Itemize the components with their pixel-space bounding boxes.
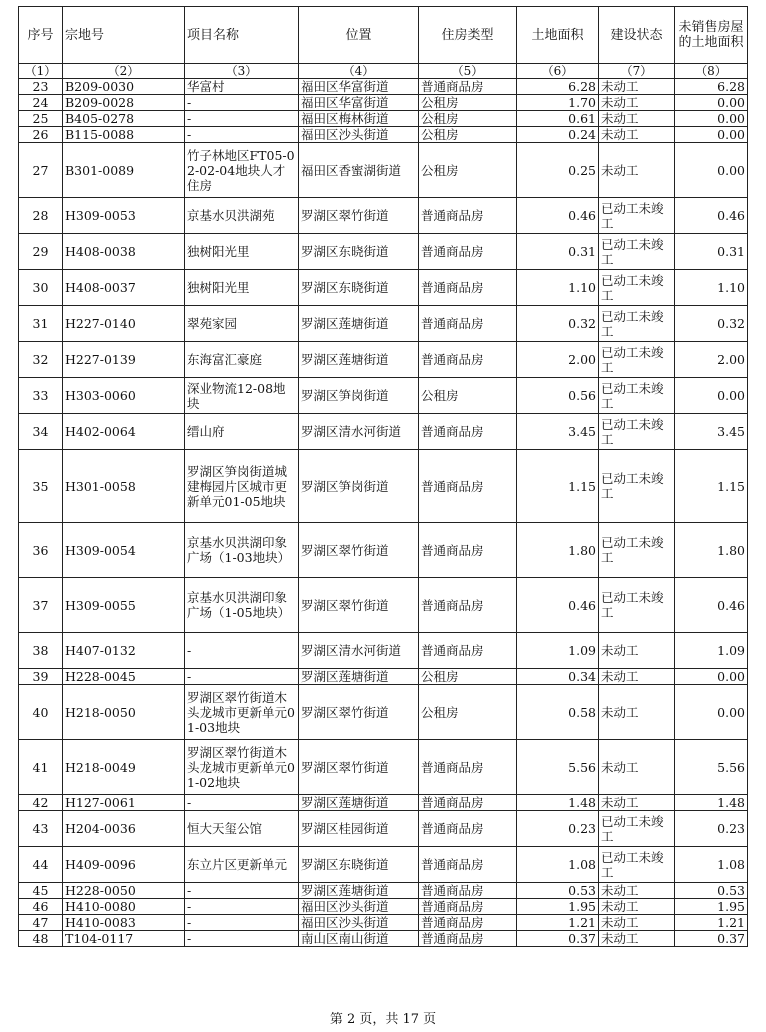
cell-status: 未动工 bbox=[599, 633, 675, 669]
cell-project-name: 京基水贝洪湖印象广场（1-05地块） bbox=[185, 578, 299, 633]
cell-location: 罗湖区翠竹街道 bbox=[299, 578, 419, 633]
table-row bbox=[19, 811, 748, 847]
cell-status: 未动工 bbox=[599, 669, 675, 685]
cell-land-area: 0.37 bbox=[517, 931, 599, 947]
cell-parcel-code: H218-0050 bbox=[63, 685, 185, 740]
cell-project-name: - bbox=[185, 669, 299, 685]
cell-unsold-area: 0.32 bbox=[675, 306, 748, 342]
cell-unsold-area: 1.48 bbox=[675, 795, 748, 811]
cell-land-area: 0.53 bbox=[517, 883, 599, 899]
cell-seq: 37 bbox=[19, 578, 63, 633]
cell-unsold-area: 2.00 bbox=[675, 342, 748, 378]
cell-housing-type: 普通商品房 bbox=[419, 915, 517, 931]
table-row bbox=[19, 899, 748, 915]
table-body bbox=[19, 79, 748, 947]
cell-status: 已动工未竣工 bbox=[599, 523, 675, 578]
cell-seq: 45 bbox=[19, 883, 63, 899]
table-row bbox=[19, 883, 748, 899]
cell-housing-type: 公租房 bbox=[419, 143, 517, 198]
cell-status: 未动工 bbox=[599, 143, 675, 198]
table-row bbox=[19, 306, 748, 342]
cell-unsold-area: 0.00 bbox=[675, 669, 748, 685]
cell-parcel-code: H410-0080 bbox=[63, 899, 185, 915]
cell-location: 罗湖区莲塘街道 bbox=[299, 306, 419, 342]
cell-status: 未动工 bbox=[599, 883, 675, 899]
table-row bbox=[19, 578, 748, 633]
cell-status: 未动工 bbox=[599, 915, 675, 931]
cell-parcel-code: B405-0278 bbox=[63, 111, 185, 127]
table-row bbox=[19, 234, 748, 270]
table-row bbox=[19, 795, 748, 811]
cell-seq: 24 bbox=[19, 95, 63, 111]
cell-status: 未动工 bbox=[599, 111, 675, 127]
table-row bbox=[19, 633, 748, 669]
column-number-row bbox=[19, 64, 748, 79]
cell-location: 福田区梅林街道 bbox=[299, 111, 419, 127]
cell-land-area: 6.28 bbox=[517, 79, 599, 95]
cell-project-name: - bbox=[185, 127, 299, 143]
cell-location: 南山区南山街道 bbox=[299, 931, 419, 947]
cell-parcel-code: H409-0096 bbox=[63, 847, 185, 883]
cell-land-area: 1.95 bbox=[517, 899, 599, 915]
cell-housing-type: 公租房 bbox=[419, 95, 517, 111]
cell-seq: 39 bbox=[19, 669, 63, 685]
header-row bbox=[19, 7, 748, 64]
cell-land-area: 0.46 bbox=[517, 198, 599, 234]
cell-housing-type: 普通商品房 bbox=[419, 234, 517, 270]
cell-status: 已动工未竣工 bbox=[599, 198, 675, 234]
cell-unsold-area: 1.95 bbox=[675, 899, 748, 915]
cell-location: 罗湖区笋岗街道 bbox=[299, 450, 419, 523]
cell-unsold-area: 1.15 bbox=[675, 450, 748, 523]
cell-parcel-code: H204-0036 bbox=[63, 811, 185, 847]
table-row bbox=[19, 342, 748, 378]
cell-seq: 23 bbox=[19, 79, 63, 95]
col-number: （5） bbox=[419, 64, 517, 79]
cell-project-name: - bbox=[185, 931, 299, 947]
header-code: 宗地号 bbox=[63, 7, 185, 64]
col-number: （8） bbox=[675, 64, 748, 79]
cell-status: 已动工未竣工 bbox=[599, 811, 675, 847]
cell-location: 罗湖区翠竹街道 bbox=[299, 685, 419, 740]
cell-project-name: - bbox=[185, 915, 299, 931]
cell-status: 已动工未竣工 bbox=[599, 378, 675, 414]
table-row bbox=[19, 378, 748, 414]
cell-location: 罗湖区东晓街道 bbox=[299, 234, 419, 270]
header-unsold-area: 未销售房屋的土地面积 bbox=[675, 7, 748, 64]
cell-housing-type: 普通商品房 bbox=[419, 883, 517, 899]
cell-location: 福田区香蜜湖街道 bbox=[299, 143, 419, 198]
cell-location: 罗湖区笋岗街道 bbox=[299, 378, 419, 414]
table-row bbox=[19, 740, 748, 795]
cell-location: 福田区华富街道 bbox=[299, 95, 419, 111]
cell-seq: 33 bbox=[19, 378, 63, 414]
cell-project-name: 京基水贝洪湖印象广场（1-03地块） bbox=[185, 523, 299, 578]
cell-project-name: 罗湖区笋岗街道城建梅园片区城市更新单元01-05地块 bbox=[185, 450, 299, 523]
header-seq: 序号 bbox=[19, 7, 63, 64]
cell-unsold-area: 1.21 bbox=[675, 915, 748, 931]
table-row bbox=[19, 915, 748, 931]
cell-status: 未动工 bbox=[599, 685, 675, 740]
cell-seq: 42 bbox=[19, 795, 63, 811]
cell-land-area: 0.46 bbox=[517, 578, 599, 633]
cell-unsold-area: 1.10 bbox=[675, 270, 748, 306]
col-number: （2） bbox=[63, 64, 185, 79]
col-number: （1） bbox=[19, 64, 63, 79]
cell-housing-type: 公租房 bbox=[419, 685, 517, 740]
cell-project-name: - bbox=[185, 883, 299, 899]
cell-housing-type: 普通商品房 bbox=[419, 306, 517, 342]
cell-housing-type: 普通商品房 bbox=[419, 270, 517, 306]
cell-seq: 38 bbox=[19, 633, 63, 669]
cell-project-name: - bbox=[185, 111, 299, 127]
table-row bbox=[19, 198, 748, 234]
cell-housing-type: 普通商品房 bbox=[419, 450, 517, 523]
cell-housing-type: 普通商品房 bbox=[419, 847, 517, 883]
cell-parcel-code: H127-0061 bbox=[63, 795, 185, 811]
cell-seq: 40 bbox=[19, 685, 63, 740]
header-location: 位置 bbox=[299, 7, 419, 64]
cell-parcel-code: B209-0028 bbox=[63, 95, 185, 111]
cell-unsold-area: 1.08 bbox=[675, 847, 748, 883]
cell-parcel-code: H309-0054 bbox=[63, 523, 185, 578]
cell-seq: 44 bbox=[19, 847, 63, 883]
cell-parcel-code: H303-0060 bbox=[63, 378, 185, 414]
cell-land-area: 0.31 bbox=[517, 234, 599, 270]
cell-status: 已动工未竣工 bbox=[599, 578, 675, 633]
cell-unsold-area: 0.53 bbox=[675, 883, 748, 899]
cell-status: 未动工 bbox=[599, 95, 675, 111]
table-row bbox=[19, 450, 748, 523]
cell-housing-type: 普通商品房 bbox=[419, 899, 517, 915]
cell-seq: 27 bbox=[19, 143, 63, 198]
table-row bbox=[19, 270, 748, 306]
cell-land-area: 0.58 bbox=[517, 685, 599, 740]
cell-housing-type: 普通商品房 bbox=[419, 740, 517, 795]
cell-status: 已动工未竣工 bbox=[599, 847, 675, 883]
cell-status: 已动工未竣工 bbox=[599, 306, 675, 342]
cell-parcel-code: B115-0088 bbox=[63, 127, 185, 143]
cell-unsold-area: 0.00 bbox=[675, 143, 748, 198]
cell-parcel-code: H408-0037 bbox=[63, 270, 185, 306]
cell-parcel-code: H410-0083 bbox=[63, 915, 185, 931]
cell-parcel-code: B209-0030 bbox=[63, 79, 185, 95]
cell-location: 罗湖区东晓街道 bbox=[299, 847, 419, 883]
cell-unsold-area: 0.00 bbox=[675, 111, 748, 127]
table-row bbox=[19, 143, 748, 198]
table-row bbox=[19, 111, 748, 127]
cell-seq: 35 bbox=[19, 450, 63, 523]
cell-parcel-code: H227-0139 bbox=[63, 342, 185, 378]
cell-housing-type: 普通商品房 bbox=[419, 795, 517, 811]
cell-unsold-area: 5.56 bbox=[675, 740, 748, 795]
table-row bbox=[19, 685, 748, 740]
cell-project-name: 深业物流12-08地块 bbox=[185, 378, 299, 414]
cell-parcel-code: H309-0055 bbox=[63, 578, 185, 633]
cell-parcel-code: H228-0045 bbox=[63, 669, 185, 685]
cell-land-area: 0.34 bbox=[517, 669, 599, 685]
cell-unsold-area: 0.46 bbox=[675, 198, 748, 234]
cell-housing-type: 普通商品房 bbox=[419, 811, 517, 847]
cell-status: 已动工未竣工 bbox=[599, 414, 675, 450]
cell-project-name: 东立片区更新单元 bbox=[185, 847, 299, 883]
cell-status: 未动工 bbox=[599, 931, 675, 947]
cell-land-area: 1.80 bbox=[517, 523, 599, 578]
cell-land-area: 0.56 bbox=[517, 378, 599, 414]
cell-location: 罗湖区清水河街道 bbox=[299, 414, 419, 450]
cell-seq: 34 bbox=[19, 414, 63, 450]
cell-parcel-code: H407-0132 bbox=[63, 633, 185, 669]
cell-project-name: - bbox=[185, 95, 299, 111]
cell-housing-type: 普通商品房 bbox=[419, 578, 517, 633]
cell-unsold-area: 0.37 bbox=[675, 931, 748, 947]
cell-unsold-area: 0.23 bbox=[675, 811, 748, 847]
cell-project-name: 缙山府 bbox=[185, 414, 299, 450]
cell-location: 罗湖区翠竹街道 bbox=[299, 523, 419, 578]
cell-location: 罗湖区翠竹街道 bbox=[299, 198, 419, 234]
page-footer: 第 2 页，共 17 页 bbox=[329, 1012, 437, 1027]
cell-parcel-code: H309-0053 bbox=[63, 198, 185, 234]
cell-location: 罗湖区莲塘街道 bbox=[299, 342, 419, 378]
cell-housing-type: 普通商品房 bbox=[419, 79, 517, 95]
cell-unsold-area: 0.31 bbox=[675, 234, 748, 270]
cell-unsold-area: 0.00 bbox=[675, 95, 748, 111]
cell-housing-type: 公租房 bbox=[419, 111, 517, 127]
cell-status: 已动工未竣工 bbox=[599, 270, 675, 306]
cell-parcel-code: H301-0058 bbox=[63, 450, 185, 523]
cell-land-area: 1.09 bbox=[517, 633, 599, 669]
cell-project-name: 京基水贝洪湖苑 bbox=[185, 198, 299, 234]
cell-status: 已动工未竣工 bbox=[599, 450, 675, 523]
cell-seq: 26 bbox=[19, 127, 63, 143]
cell-location: 福田区沙头街道 bbox=[299, 915, 419, 931]
cell-land-area: 0.32 bbox=[517, 306, 599, 342]
cell-land-area: 2.00 bbox=[517, 342, 599, 378]
cell-land-area: 1.10 bbox=[517, 270, 599, 306]
cell-status: 未动工 bbox=[599, 79, 675, 95]
cell-housing-type: 公租房 bbox=[419, 669, 517, 685]
cell-land-area: 1.70 bbox=[517, 95, 599, 111]
cell-land-area: 1.08 bbox=[517, 847, 599, 883]
cell-status: 未动工 bbox=[599, 795, 675, 811]
col-number: （4） bbox=[299, 64, 419, 79]
cell-seq: 36 bbox=[19, 523, 63, 578]
cell-seq: 30 bbox=[19, 270, 63, 306]
cell-unsold-area: 1.09 bbox=[675, 633, 748, 669]
cell-parcel-code: H218-0049 bbox=[63, 740, 185, 795]
cell-location: 福田区华富街道 bbox=[299, 79, 419, 95]
cell-seq: 48 bbox=[19, 931, 63, 947]
cell-unsold-area: 3.45 bbox=[675, 414, 748, 450]
cell-parcel-code: H228-0050 bbox=[63, 883, 185, 899]
cell-parcel-code: H402-0064 bbox=[63, 414, 185, 450]
header-housing-type: 住房类型 bbox=[419, 7, 517, 64]
cell-project-name: 独树阳光里 bbox=[185, 234, 299, 270]
cell-seq: 46 bbox=[19, 899, 63, 915]
cell-unsold-area: 0.00 bbox=[675, 685, 748, 740]
cell-parcel-code: T104-0117 bbox=[63, 931, 185, 947]
cell-unsold-area: 0.00 bbox=[675, 378, 748, 414]
cell-housing-type: 普通商品房 bbox=[419, 931, 517, 947]
cell-status: 未动工 bbox=[599, 740, 675, 795]
cell-location: 罗湖区莲塘街道 bbox=[299, 883, 419, 899]
header-name: 项目名称 bbox=[185, 7, 299, 64]
cell-project-name: 翠苑家园 bbox=[185, 306, 299, 342]
cell-seq: 41 bbox=[19, 740, 63, 795]
header-status: 建设状态 bbox=[599, 7, 675, 64]
cell-project-name: - bbox=[185, 899, 299, 915]
cell-land-area: 1.15 bbox=[517, 450, 599, 523]
cell-location: 罗湖区翠竹街道 bbox=[299, 740, 419, 795]
cell-project-name: 罗湖区翠竹街道木头龙城市更新单元01-02地块 bbox=[185, 740, 299, 795]
cell-unsold-area: 1.80 bbox=[675, 523, 748, 578]
cell-land-area: 0.25 bbox=[517, 143, 599, 198]
table-row bbox=[19, 847, 748, 883]
cell-unsold-area: 0.46 bbox=[675, 578, 748, 633]
cell-parcel-code: H227-0140 bbox=[63, 306, 185, 342]
table-row bbox=[19, 523, 748, 578]
col-number: （3） bbox=[185, 64, 299, 79]
cell-project-name: 恒大天玺公馆 bbox=[185, 811, 299, 847]
cell-location: 罗湖区莲塘街道 bbox=[299, 669, 419, 685]
table-row bbox=[19, 414, 748, 450]
header-land-area: 土地面积 bbox=[517, 7, 599, 64]
cell-project-name: - bbox=[185, 633, 299, 669]
cell-land-area: 0.61 bbox=[517, 111, 599, 127]
cell-seq: 47 bbox=[19, 915, 63, 931]
cell-housing-type: 公租房 bbox=[419, 378, 517, 414]
table-row bbox=[19, 931, 748, 947]
cell-land-area: 1.21 bbox=[517, 915, 599, 931]
cell-land-area: 5.56 bbox=[517, 740, 599, 795]
cell-project-name: 罗湖区翠竹街道木头龙城市更新单元01-03地块 bbox=[185, 685, 299, 740]
cell-seq: 28 bbox=[19, 198, 63, 234]
col-number: （7） bbox=[599, 64, 675, 79]
cell-land-area: 1.48 bbox=[517, 795, 599, 811]
cell-location: 罗湖区东晓街道 bbox=[299, 270, 419, 306]
cell-project-name: - bbox=[185, 795, 299, 811]
table-row bbox=[19, 95, 748, 111]
cell-location: 罗湖区桂园街道 bbox=[299, 811, 419, 847]
table-row bbox=[19, 669, 748, 685]
cell-status: 未动工 bbox=[599, 899, 675, 915]
cell-unsold-area: 6.28 bbox=[675, 79, 748, 95]
cell-parcel-code: H408-0038 bbox=[63, 234, 185, 270]
col-number: （6） bbox=[517, 64, 599, 79]
cell-location: 福田区沙头街道 bbox=[299, 127, 419, 143]
cell-housing-type: 普通商品房 bbox=[419, 523, 517, 578]
land-supply-table bbox=[18, 6, 748, 947]
cell-status: 未动工 bbox=[599, 127, 675, 143]
cell-location: 福田区沙头街道 bbox=[299, 899, 419, 915]
table-row bbox=[19, 127, 748, 143]
cell-project-name: 华富村 bbox=[185, 79, 299, 95]
cell-status: 已动工未竣工 bbox=[599, 234, 675, 270]
cell-land-area: 0.23 bbox=[517, 811, 599, 847]
cell-project-name: 东海富汇豪庭 bbox=[185, 342, 299, 378]
cell-seq: 31 bbox=[19, 306, 63, 342]
cell-status: 已动工未竣工 bbox=[599, 342, 675, 378]
cell-housing-type: 普通商品房 bbox=[419, 342, 517, 378]
cell-housing-type: 普通商品房 bbox=[419, 633, 517, 669]
cell-location: 罗湖区清水河街道 bbox=[299, 633, 419, 669]
cell-land-area: 3.45 bbox=[517, 414, 599, 450]
cell-seq: 43 bbox=[19, 811, 63, 847]
cell-housing-type: 普通商品房 bbox=[419, 198, 517, 234]
cell-parcel-code: B301-0089 bbox=[63, 143, 185, 198]
cell-land-area: 0.24 bbox=[517, 127, 599, 143]
cell-seq: 25 bbox=[19, 111, 63, 127]
cell-housing-type: 公租房 bbox=[419, 127, 517, 143]
cell-project-name: 竹子林地区FT05-02-02-04地块人才住房 bbox=[185, 143, 299, 198]
cell-project-name: 独树阳光里 bbox=[185, 270, 299, 306]
table-row bbox=[19, 79, 748, 95]
cell-housing-type: 普通商品房 bbox=[419, 414, 517, 450]
cell-seq: 32 bbox=[19, 342, 63, 378]
cell-unsold-area: 0.00 bbox=[675, 127, 748, 143]
cell-seq: 29 bbox=[19, 234, 63, 270]
cell-location: 罗湖区莲塘街道 bbox=[299, 795, 419, 811]
